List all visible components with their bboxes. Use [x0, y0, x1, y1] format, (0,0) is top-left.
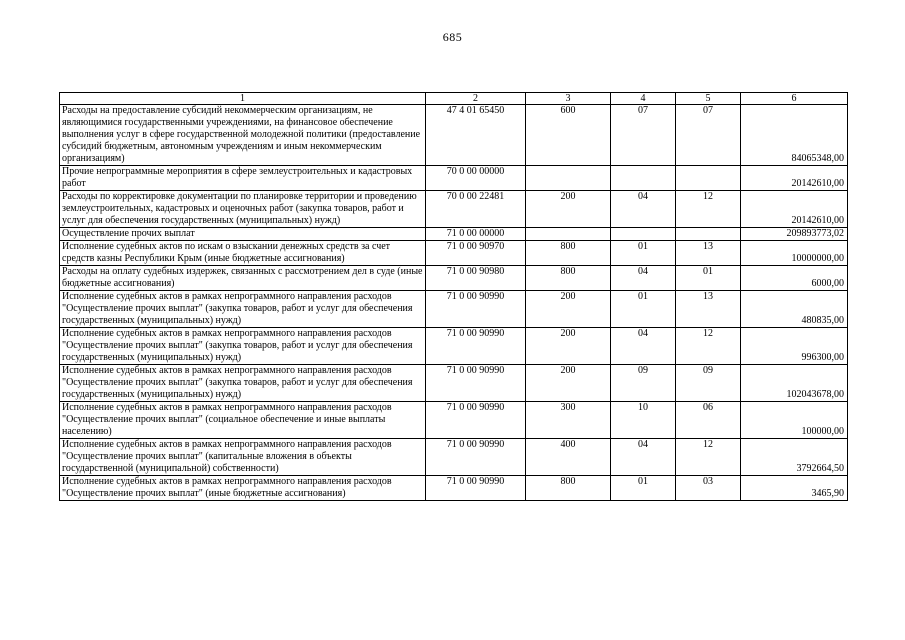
target-code-cell: 71 0 00 90990 [426, 291, 526, 328]
expense-name-cell: Расходы на оплату судебных издержек, связанных с рассмотрением дел в суде (иные бюджетные ассигнования) [60, 266, 426, 291]
header-col-3: 3 [526, 93, 611, 105]
target-code-cell: 71 0 00 90990 [426, 439, 526, 476]
expense-type-cell: 800 [526, 241, 611, 266]
table-row [60, 365, 848, 402]
target-code-cell: 71 0 00 90980 [426, 266, 526, 291]
amount-cell: 6000,00 [741, 266, 848, 291]
table-body [60, 105, 848, 501]
table-row [60, 241, 848, 266]
expense-type-cell: 400 [526, 439, 611, 476]
table-row [60, 191, 848, 228]
expense-type-cell [526, 228, 611, 241]
subsection-cell: 13 [676, 291, 741, 328]
amount-cell: 102043678,00 [741, 365, 848, 402]
table-row [60, 328, 848, 365]
section-cell: 04 [611, 439, 676, 476]
section-cell: 09 [611, 365, 676, 402]
expense-name-cell: Расходы по корректировке документации по планировке территории и проведению землеустроительных, кадастровых и оценочных работ (закупка товаров, работ и услуг для обеспечения государственных (муниципальных) нужд) [60, 191, 426, 228]
amount-cell: 996300,00 [741, 328, 848, 365]
expense-name-cell: Прочие непрограммные мероприятия в сфере землеустроительных и кадастровых работ [60, 166, 426, 191]
subsection-cell [676, 166, 741, 191]
section-cell: 10 [611, 402, 676, 439]
expense-name-cell: Исполнение судебных актов в рамках непрограммного направления расходов "Осуществление прочих выплат" (закупка товаров, работ и услуг для обеспечения государственных (муниципальных) нужд) [60, 328, 426, 365]
subsection-cell: 13 [676, 241, 741, 266]
expense-type-cell: 200 [526, 328, 611, 365]
expense-type-cell: 200 [526, 191, 611, 228]
table-row [60, 266, 848, 291]
table-row [60, 402, 848, 439]
section-cell: 04 [611, 191, 676, 228]
target-code-cell: 70 0 00 00000 [426, 166, 526, 191]
header-col-5: 5 [676, 93, 741, 105]
amount-cell: 20142610,00 [741, 166, 848, 191]
section-cell: 01 [611, 241, 676, 266]
header-row [60, 93, 848, 105]
expense-name-cell: Исполнение судебных актов в рамках непрограммного направления расходов "Осуществление прочих выплат" (закупка товаров, работ и услуг для обеспечения государственных (муниципальных) нужд) [60, 291, 426, 328]
expense-type-cell: 200 [526, 291, 611, 328]
header-col-4: 4 [611, 93, 676, 105]
section-cell: 04 [611, 328, 676, 365]
expense-name-cell: Осуществление прочих выплат [60, 228, 426, 241]
target-code-cell: 71 0 00 90970 [426, 241, 526, 266]
table-row [60, 228, 848, 241]
amount-cell: 209893773,02 [741, 228, 848, 241]
amount-cell: 10000000,00 [741, 241, 848, 266]
expense-type-cell: 300 [526, 402, 611, 439]
subsection-cell: 06 [676, 402, 741, 439]
section-cell: 04 [611, 266, 676, 291]
target-code-cell: 71 0 00 90990 [426, 328, 526, 365]
table-row [60, 291, 848, 328]
header-col-1: 1 [60, 93, 426, 105]
target-code-cell: 47 4 01 65450 [426, 105, 526, 166]
header-col-2: 2 [426, 93, 526, 105]
subsection-cell: 07 [676, 105, 741, 166]
target-code-cell: 71 0 00 90990 [426, 365, 526, 402]
target-code-cell: 71 0 00 90990 [426, 402, 526, 439]
section-cell [611, 166, 676, 191]
amount-cell: 3792664,50 [741, 439, 848, 476]
table-row [60, 166, 848, 191]
header-col-6: 6 [741, 93, 848, 105]
target-code-cell: 71 0 00 90990 [426, 476, 526, 501]
expense-name-cell: Исполнение судебных актов в рамках непрограммного направления расходов "Осуществление прочих выплат" (социальное обеспечение и иные выплаты населению) [60, 402, 426, 439]
subsection-cell: 03 [676, 476, 741, 501]
expense-name-cell: Исполнение судебных актов в рамках непрограммного направления расходов "Осуществление прочих выплат" (закупка товаров, работ и услуг для обеспечения государственных (муниципальных) нужд) [60, 365, 426, 402]
section-cell: 07 [611, 105, 676, 166]
subsection-cell: 01 [676, 266, 741, 291]
subsection-cell: 12 [676, 191, 741, 228]
section-cell: 01 [611, 291, 676, 328]
subsection-cell [676, 228, 741, 241]
expense-type-cell: 800 [526, 476, 611, 501]
amount-cell: 20142610,00 [741, 191, 848, 228]
expense-name-cell: Расходы на предоставление субсидий некоммерческим организациям, не являющимися государственными учреждениями, на финансовое обеспечение выполнения услуг в сфере государственной молодежной политики (предоставление субсидий бюджетным, автономным учреждениям и иным некоммерческим организациям) [60, 105, 426, 166]
expense-name-cell: Исполнение судебных актов в рамках непрограммного направления расходов "Осуществление прочих выплат" (капитальные вложения в объекты государственной (муниципальной) собственности) [60, 439, 426, 476]
target-code-cell: 70 0 00 22481 [426, 191, 526, 228]
expense-type-cell: 200 [526, 365, 611, 402]
page-number: 685 [442, 30, 463, 44]
subsection-cell: 09 [676, 365, 741, 402]
amount-cell: 480835,00 [741, 291, 848, 328]
table-row [60, 476, 848, 501]
section-cell [611, 228, 676, 241]
amount-cell: 3465,90 [741, 476, 848, 501]
target-code-cell: 71 0 00 00000 [426, 228, 526, 241]
expense-type-cell: 800 [526, 266, 611, 291]
table-row [60, 439, 848, 476]
amount-cell: 84065348,00 [741, 105, 848, 166]
expense-name-cell: Исполнение судебных актов по искам о взыскании денежных средств за счет средств казны Республики Крым (иные бюджетные ассигнования) [60, 241, 426, 266]
amount-cell: 100000,00 [741, 402, 848, 439]
expense-name-cell: Исполнение судебных актов в рамках непрограммного направления расходов "Осуществление прочих выплат" (иные бюджетные ассигнования) [60, 476, 426, 501]
budget-table [59, 92, 848, 501]
table-row [60, 105, 848, 166]
section-cell: 01 [611, 476, 676, 501]
subsection-cell: 12 [676, 439, 741, 476]
expense-type-cell [526, 166, 611, 191]
expense-type-cell: 600 [526, 105, 611, 166]
subsection-cell: 12 [676, 328, 741, 365]
